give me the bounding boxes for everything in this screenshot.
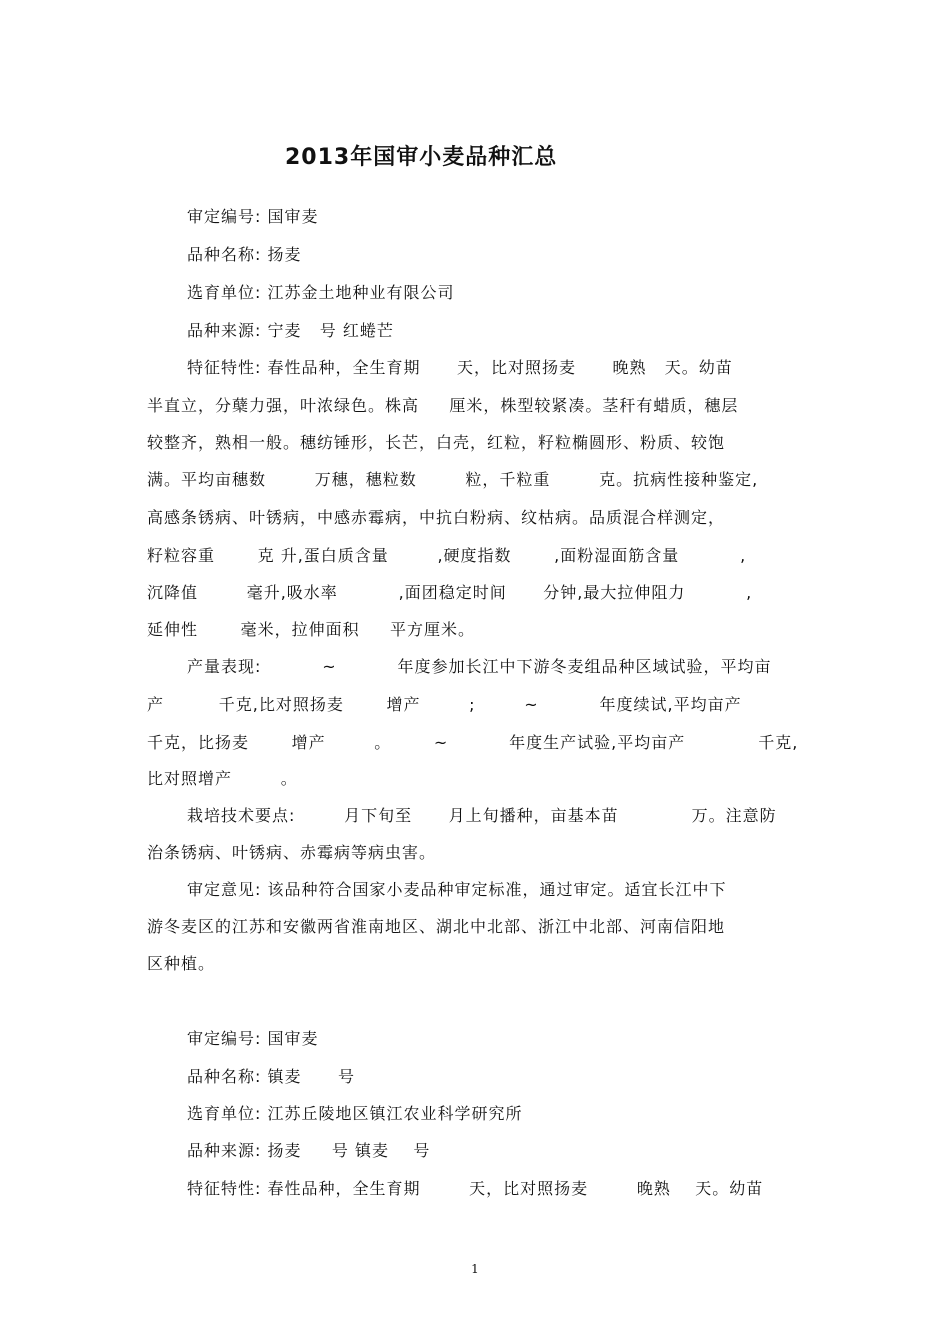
text-line: 审定意见: 该品种符合国家小麦品种审定标准，通过审定。适宜长江中下 <box>187 880 727 899</box>
document-title: 2013年国审小麦品种汇总 <box>285 145 558 170</box>
text-line: 产 千克,比对照扬麦 增产 ; ~ 年度续试,平均亩产 <box>147 695 742 714</box>
text-line: 栽培技术要点: 月下旬至 月上旬播种，亩基本苗 万。注意防 <box>187 806 777 825</box>
text-line: 产量表现: ~ 年度参加长江中下游冬麦组品种区域试验，平均亩 <box>187 657 772 676</box>
text-line: 区种植。 <box>147 954 216 973</box>
text-line: 审定编号: 国审麦 <box>187 207 319 226</box>
text-line: 千克，比扬麦 增产 。 ~ 年度生产试验,平均亩产 千克, <box>147 733 799 752</box>
text-line: 品种名称: 镇麦 号 <box>187 1067 355 1086</box>
text-line: 延伸性 毫米，拉伸面积 平方厘米。 <box>147 620 476 639</box>
text-line: 半直立，分蘖力强，叶浓绿色。株高 厘米，株型较紧凑。茎秆有蜡质，穗层 <box>147 396 739 415</box>
text-line: 治条锈病、叶锈病、赤霉病等病虫害。 <box>147 843 437 862</box>
text-line: 满。平均亩穗数 万穗，穗粒数 粒，千粒重 克。抗病性接种鉴定, <box>147 470 759 489</box>
text-line: 籽粒容重 克 升,蛋白质含量 ,硬度指数 ,面粉湿面筋含量 , <box>147 546 747 565</box>
text-line: 比对照增产 。 <box>147 769 298 788</box>
text-line: 选育单位: 江苏丘陵地区镇江农业科学研究所 <box>187 1104 523 1123</box>
text-line: 品种来源: 宁麦 号 红蜷芒 <box>187 321 394 340</box>
page-number: 1 <box>471 1262 479 1276</box>
text-line: 沉降值 毫升,吸水率 ,面团稳定时间 分钟,最大拉伸阻力 , <box>147 583 753 602</box>
text-line: 特征特性: 春性品种，全生育期 天，比对照扬麦 晚熟 天。幼苗 <box>187 358 733 377</box>
text-line: 选育单位: 江苏金土地种业有限公司 <box>187 283 455 302</box>
text-line: 特征特性: 春性品种，全生育期 天，比对照扬麦 晚熟 天。幼苗 <box>187 1179 764 1198</box>
text-line: 品种来源: 扬麦 号 镇麦 号 <box>187 1141 431 1160</box>
text-line: 高感条锈病、叶锈病，中感赤霉病，中抗白粉病、纹枯病。品质混合样测定， <box>147 508 726 527</box>
text-line: 游冬麦区的江苏和安徽两省淮南地区、湖北中北部、浙江中北部、河南信阳地 <box>147 917 726 936</box>
text-line: 审定编号: 国审麦 <box>187 1029 319 1048</box>
text-line: 较整齐，熟相一般。穗纺锤形，长芒，白壳，红粒，籽粒椭圆形、粉质、较饱 <box>147 433 726 452</box>
text-line: 品种名称: 扬麦 <box>187 245 302 264</box>
